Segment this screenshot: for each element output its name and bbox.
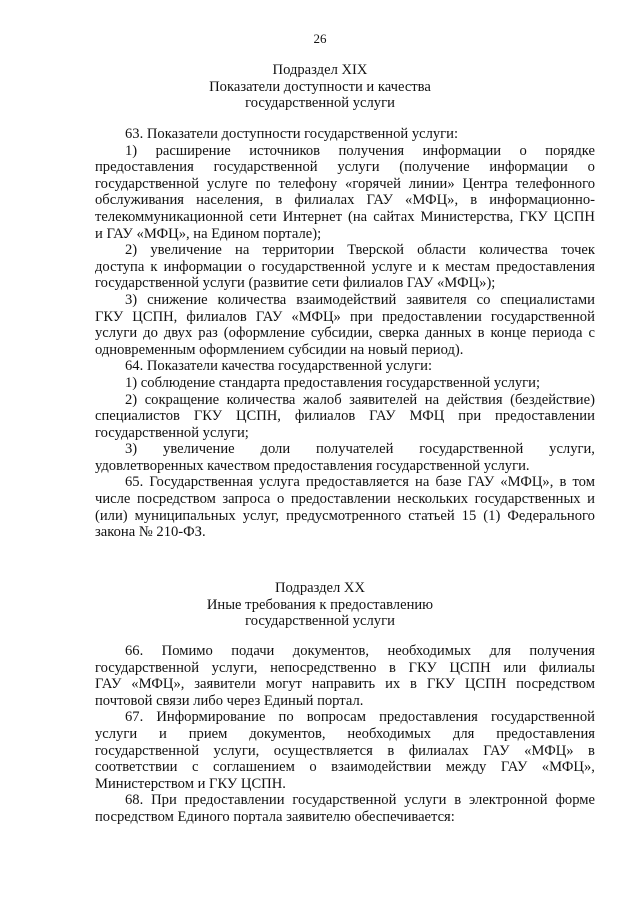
word: о [587, 159, 595, 176]
word: ГКУ [408, 659, 437, 676]
text-line [95, 676, 595, 693]
section-xix-title: Подраздел XIX [272, 62, 368, 78]
word: услуге [371, 258, 413, 275]
word: о [276, 491, 285, 508]
word: заявителя [406, 291, 467, 308]
word: филиалах [408, 742, 469, 759]
word: количества [479, 242, 548, 259]
word: о [309, 759, 317, 776]
word: и [587, 491, 595, 508]
word: статьей [408, 507, 455, 524]
word: увеличение [163, 441, 235, 458]
word: необходимых [347, 725, 432, 742]
word: информации [163, 258, 243, 275]
word: на [424, 391, 440, 408]
word: количества [226, 391, 296, 408]
word: услуг, [242, 507, 280, 524]
word: специалистов [95, 408, 180, 425]
word: При [151, 792, 177, 809]
word: государственной [490, 308, 595, 325]
word: двух [163, 325, 193, 342]
word: государственной [95, 175, 200, 192]
text-line: Министерством и ГКУ ЦСПН. [95, 775, 286, 792]
word: ГАУ [467, 474, 495, 491]
word: услуги, [213, 742, 260, 759]
word: источников [249, 142, 321, 159]
text-line: посредством Единого портала заявителю обеспечивается: [95, 808, 455, 825]
word: (или) [95, 507, 128, 524]
word: филиалах [294, 192, 355, 209]
word: ГАУ [500, 759, 528, 776]
word: услуге [206, 175, 248, 192]
word: предоставлении [290, 491, 391, 508]
word: «МФЦ», [405, 192, 459, 209]
word: государственной [95, 659, 200, 676]
word: увеличение [150, 242, 222, 259]
text-line [95, 325, 595, 342]
text-line: почтовой связи либо через Единый портал. [95, 692, 364, 709]
word: 3) [125, 441, 138, 458]
word: ГАУ [366, 192, 393, 209]
word: ЦСПН, [235, 408, 281, 425]
word: муниципальных [134, 507, 236, 524]
word: филиалов [186, 308, 247, 325]
text-line [95, 292, 595, 309]
word: ЦСПН [449, 659, 491, 676]
word: заявителей [349, 391, 418, 408]
word: 15 [461, 507, 477, 524]
word: «МФЦ» [524, 742, 574, 759]
word: 1) [125, 142, 138, 159]
word: необходимых [387, 643, 472, 659]
word: предоставлении [184, 792, 285, 809]
word: сети [249, 208, 277, 225]
word: области [417, 242, 466, 259]
word: их [385, 676, 401, 693]
text-line [95, 242, 595, 259]
word: получения [338, 142, 405, 159]
word: ГАУ [95, 676, 122, 693]
word: Государственная [149, 474, 253, 491]
word: с [191, 759, 199, 776]
word: «МФЦ», [131, 676, 185, 693]
text-line [95, 726, 595, 743]
word: ГАУ [369, 408, 396, 425]
word: соглашением [212, 759, 295, 776]
word: государственной [292, 792, 397, 809]
text-line [95, 209, 595, 226]
word: действия [446, 391, 503, 408]
word: посредством [516, 676, 595, 693]
word: 67. [125, 709, 144, 726]
word: предоставлении [495, 408, 595, 425]
text-line [95, 176, 595, 193]
word: расширение [155, 142, 231, 159]
word: предоставлении [381, 308, 482, 325]
word: (получение [399, 159, 470, 176]
word: Федерального [507, 507, 595, 524]
word: могут [265, 676, 302, 693]
word: телефону [278, 175, 338, 192]
word: в [559, 474, 567, 491]
word: «горячей [345, 175, 401, 192]
word: ЦСПН [553, 208, 595, 225]
word: к [432, 258, 440, 275]
word: информации [422, 142, 502, 159]
word: ГКУ [426, 676, 456, 693]
section-xx-title: Подраздел XX [274, 580, 366, 596]
word: ГАУ [255, 308, 283, 325]
word: ЦСПН [464, 676, 507, 693]
word: государственных [474, 491, 581, 508]
word: запроса [222, 491, 271, 508]
word: документов, [292, 643, 370, 659]
word: услуги [404, 792, 447, 809]
word: в [275, 192, 283, 209]
section-xx-subtitle-line: государственной услуги [245, 613, 395, 630]
word: услуга [259, 474, 300, 491]
word: по [278, 709, 294, 726]
word: подачи [231, 643, 275, 659]
text-line: и ГАУ «МФЦ», на Едином портале); [95, 225, 322, 242]
word: взаимодействии [331, 759, 432, 776]
text-line [95, 660, 595, 677]
section-xx-heading [0, 580, 640, 630]
word: Тверской [347, 242, 404, 259]
word: ГКУ [193, 408, 223, 425]
word: том [572, 474, 595, 491]
word: в [389, 659, 396, 676]
text-line [95, 743, 595, 760]
word: в [454, 792, 462, 809]
word: услуги [337, 159, 380, 176]
word: снижение [147, 291, 208, 308]
section-xx-body [95, 643, 595, 826]
word: с [588, 325, 595, 342]
word: «МФЦ» [291, 308, 341, 325]
word: информационно- [489, 192, 595, 209]
text-line [95, 309, 595, 326]
text-line [95, 474, 595, 491]
text-line: 64. Показатели качества государственной услуги: [125, 358, 433, 375]
word: на [235, 242, 250, 259]
word: ГАУ [483, 742, 510, 759]
word: посредством [136, 491, 216, 508]
word: Помимо [161, 643, 213, 659]
word: филиалов [294, 408, 356, 425]
word: базе [435, 474, 462, 491]
word: заявители [194, 676, 256, 693]
text-line [95, 709, 595, 726]
page-number: 26 [313, 31, 327, 46]
word: до [143, 325, 158, 342]
word: о [248, 258, 256, 275]
text-line [95, 792, 595, 809]
word: предоставляется [306, 474, 409, 491]
word: услуги, [211, 659, 258, 676]
word: населения, [196, 192, 264, 209]
word: информации [489, 159, 568, 176]
text-line [95, 508, 595, 525]
word: сайтах [373, 208, 415, 225]
word: 2) [125, 242, 138, 259]
word: государственной [213, 159, 318, 176]
word: услуги [95, 325, 138, 342]
word: (бездействие) [510, 391, 595, 408]
word: в [588, 742, 595, 759]
text-line: 1) соблюдение стандарта предоставления государственной услуги; [125, 374, 541, 391]
word: Министерства, [420, 208, 514, 225]
word: прием [188, 725, 228, 742]
word: о [519, 142, 527, 159]
word: государственной [95, 742, 200, 759]
word: для [452, 725, 475, 742]
word: услуги, [549, 441, 595, 458]
word: жалоб [302, 391, 342, 408]
word: сверка [378, 325, 420, 342]
word: и [159, 725, 167, 742]
word: 66. [125, 643, 144, 659]
word: при [349, 308, 373, 325]
text-line [95, 392, 595, 409]
text-line [95, 408, 595, 425]
word: между [445, 759, 487, 776]
section-xix-heading [0, 62, 640, 112]
text-line: закона № 210-ФЗ. [95, 524, 206, 541]
word: территории [262, 242, 335, 259]
word: (оформление [223, 325, 305, 342]
word: порядке [545, 142, 595, 159]
word: документов, [249, 725, 326, 742]
word: телекоммуникационной [95, 208, 244, 225]
word: государственной [490, 709, 595, 726]
word: Информирование [156, 709, 266, 726]
word: ГКУ [95, 308, 124, 325]
word: предоставления [496, 258, 595, 275]
text-line: 63. Показатели доступности государственной услуги: [125, 126, 459, 142]
word: к [150, 258, 158, 275]
word: предоставления [496, 725, 595, 742]
word: осуществляется [273, 742, 373, 759]
word: МФЦ [409, 408, 445, 425]
word: направить [311, 676, 376, 693]
section-xix-body [95, 126, 595, 541]
word: (на [348, 208, 368, 225]
word: 2) [125, 391, 138, 408]
word: обслуживания [95, 192, 184, 209]
word: (1) [483, 507, 501, 524]
text-line [95, 441, 595, 458]
text-line: государственной услуги (развитие сети филиалов ГАУ «МФЦ»); [95, 275, 496, 292]
word: точек [560, 242, 595, 259]
word: Центра [462, 175, 508, 192]
text-line [95, 491, 595, 508]
word: получения [529, 643, 595, 659]
word: филиалы [538, 659, 595, 676]
word: со [476, 291, 491, 308]
text-line: удовлетворенных качеством предоставления государственной услуги. [95, 457, 530, 474]
text-line [95, 259, 595, 276]
word: вопросам [306, 709, 366, 726]
word: периода [532, 325, 583, 342]
word: «МФЦ», [500, 474, 554, 491]
word: специалистами [500, 291, 595, 308]
word: количества [217, 291, 287, 308]
word: государственной [261, 258, 366, 275]
word: на [415, 474, 430, 491]
word: доступа [95, 258, 145, 275]
text-line [95, 159, 595, 176]
word: предоставления [95, 159, 194, 176]
word: электронной [469, 792, 548, 809]
word: ГКУ [519, 208, 548, 225]
text-line [95, 143, 595, 160]
word: субсидии, [310, 325, 373, 342]
word: предусмотренного [286, 507, 402, 524]
word: услуги [95, 725, 138, 742]
section-xix-subtitle-line: государственной услуги [245, 95, 395, 112]
word: 3) [125, 291, 138, 308]
word: в [410, 676, 417, 693]
word: при [458, 408, 482, 425]
word: сокращение [144, 391, 220, 408]
text-line [95, 643, 595, 660]
section-xx-subtitle-line: Иные требования к предоставлению [206, 596, 434, 613]
word: 65. [125, 474, 144, 491]
word: 68. [125, 792, 144, 809]
word: государственной [419, 441, 524, 458]
word: предоставления [379, 709, 478, 726]
word: непосредственно [270, 659, 377, 676]
text-line: государственной услуги; [95, 424, 249, 441]
word: в [387, 742, 395, 759]
word: в [470, 192, 478, 209]
word: Интернет [282, 208, 342, 225]
word: для [489, 643, 511, 659]
word: числе [95, 491, 131, 508]
word: конце [490, 325, 527, 342]
word: соответствии [95, 759, 178, 776]
word: телефонного [515, 175, 595, 192]
text-line [95, 192, 595, 209]
word: получателей [316, 441, 394, 458]
word: форме [555, 792, 595, 809]
word: в [477, 325, 485, 342]
word: ЦСПН, [132, 308, 178, 325]
word: «МФЦ», [541, 759, 595, 776]
word: и [418, 258, 427, 275]
word: взаимодействий [296, 291, 397, 308]
text-line [95, 759, 595, 776]
word: линии» [408, 175, 455, 192]
text-line: одновременным оформлением субсидии на новый период). [95, 341, 464, 358]
word: нескольких [397, 491, 468, 508]
word: доли [260, 441, 291, 458]
word: или [503, 659, 527, 676]
word: раз [198, 325, 218, 342]
word: местам [445, 258, 491, 275]
section-xix-subtitle-line: Показатели доступности и качества [209, 78, 431, 95]
word: по [255, 175, 271, 192]
word: данных [425, 325, 472, 342]
